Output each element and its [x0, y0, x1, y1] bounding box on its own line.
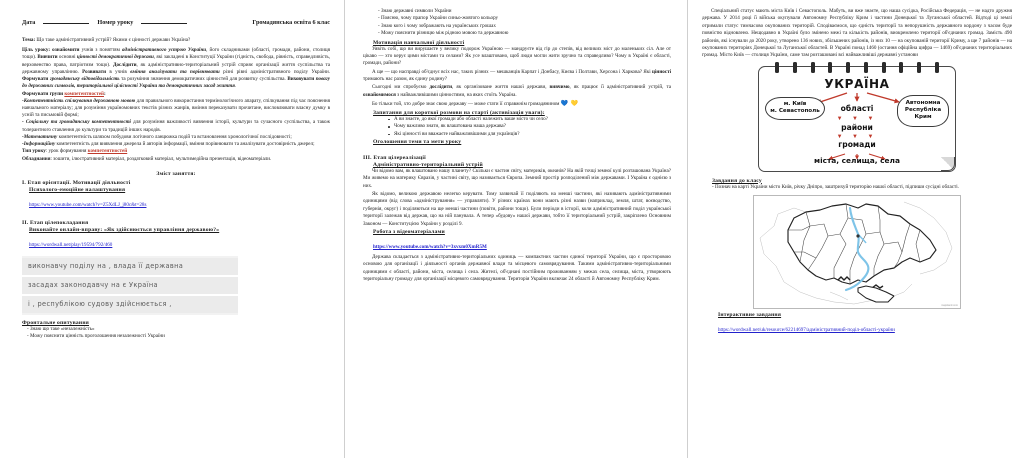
- competence-item: [22, 134, 330, 141]
- interactive-wordwall-link[interactable]: https://wordwall.net/uk/resource/62214697/адміністративний-поділ-області-україни: [718, 326, 895, 333]
- goal-verb-3: Дослідити: [113, 61, 137, 68]
- competence-item-title: -Інформаційну: [22, 141, 56, 148]
- theme-label: Тема:: [22, 37, 36, 43]
- motivation-paragraph-2: [363, 69, 671, 84]
- goal-text-1: учнів з поняттям: [79, 47, 122, 54]
- date-blank[interactable]: [43, 18, 89, 24]
- announce-topic-title: Оголошення теми та мети уроку: [373, 138, 462, 145]
- stage-1-title: І. Етап орієнтації. Мотивації діяльності: [22, 179, 131, 186]
- page-3: [688, 0, 1024, 458]
- class-task-item: - Познач на карті України місто Київ, річку Дніпро, заштрихуй територію нашої області, підпиши сусідні області.: [712, 183, 959, 190]
- course-label: Громадянська освіта 6 клас: [252, 19, 330, 26]
- theme-text: Що таке адміністративний устрій? Якими є цінності держави Україна?: [35, 37, 191, 43]
- stage-3-paragraph-1: Чи відомо вам, як влаштовано нашу планету? Скільки є частин світу, материків, океанів? На якій точці земної кулі розташована Україна? Ми живемо на материку Євразія, у частині світу, що називається Європа. Земний простір розподілений між державами. І Україна є однією з них.: [363, 167, 671, 189]
- word-order-row[interactable]: і , республікою судову здійснюється ,: [22, 296, 238, 313]
- lesson-type-text: : урок формування: [45, 148, 88, 155]
- competence-item-title: -Компетентність спілкування державною мовою: [22, 97, 136, 104]
- frontal-survey-list: [22, 326, 330, 341]
- diagram-node-gromady: громади: [838, 139, 876, 149]
- content-title: Зміст заняття:: [156, 170, 196, 177]
- motivation-p2-bold: цінності: [652, 68, 671, 75]
- goal-verb-6: Виховувати: [287, 76, 315, 83]
- motivation-p2-part-a: А ще — що насправді об'єднує всіх нас, таких різних — мешканців Карпат і Донбасу, Києва і Полтави, Херсона і Харкова? Які: [372, 68, 653, 75]
- goal-text-11: .: [234, 83, 237, 90]
- lesson-number-label: Номер уроку: [97, 19, 134, 26]
- goal-italic-4: громадянську відповідальність: [49, 76, 120, 83]
- starter-questions-title: Запитання для короткої розмови на старті (активізація уваги):: [373, 109, 545, 116]
- lesson-type-label: Тип уроку: [22, 148, 46, 155]
- goal-verb-1: ознайомити: [52, 47, 80, 54]
- word-order-row[interactable]: виконавчу поділу на , влада її державна: [22, 258, 238, 277]
- competence-item-text: для правильного використання термінологічного апарату, спілкування під час пояснення навчального матеріалу; для розуміння україномовних текстів різних жанрів, вміння переказувати прочитане, висловлювати власну думку в усній та письмовій формі;: [22, 97, 330, 119]
- cloud-crimea-line-1: Автономна: [905, 99, 941, 106]
- motivation-p4-text: Бо тільки той, хто добре знає свою державу — може стати її справжнім громадянином: [372, 101, 560, 108]
- goal-text-6: в учнів: [106, 68, 131, 75]
- stage-3-title: ІІІ. Етап цілереалізації: [363, 154, 426, 161]
- competence-item-text: компетентність шляхом побудови логічного ланцюжка подій та встановлення хронологічної послідовності;: [57, 133, 292, 140]
- goal-italic-3: вміння аналізувати та порівнювати: [130, 68, 220, 75]
- goal-text-9: та розуміння значення демократичних цінностей для розвитку суспільства.: [119, 76, 288, 83]
- list-item: Які цінності ви вважаєте найважливішими для українців?: [385, 131, 671, 138]
- competence-colon: :: [103, 90, 106, 97]
- frontal-survey-title: Фронтальне опитування: [22, 319, 90, 326]
- map-credit: mapsland.com: [941, 303, 958, 307]
- goal-text-2: , його складниками (області, громади, райони, столиця тощо).: [22, 47, 330, 61]
- motivation-p3-bold-3: ознайомимося: [363, 91, 396, 98]
- competence-label: Формувати групи: [22, 90, 65, 97]
- page-fold-corner: [941, 157, 955, 171]
- list-item: - Знаю що таке «незалежність»: [27, 325, 95, 332]
- lesson-number-blank[interactable]: [141, 18, 187, 24]
- cloud-kyiv-line-2: м. Севастополь: [770, 108, 820, 115]
- lesson-type-row: [22, 148, 330, 155]
- goal-verb-2: Вивчити: [37, 54, 58, 61]
- stage-3-subtitle: Адміністративно-територіальний устрій: [373, 161, 483, 168]
- competence-item-text: для розуміння важливості вивчення історії, культури та сучасного суспільства, а також толерантного ставлення до культури та традицій інших народів.: [22, 119, 330, 133]
- motivation-p2-part-c: тримають нас разом, як єдину родину?: [363, 76, 448, 82]
- list-item: - Знаю державні символи України: [378, 8, 452, 14]
- goal-text-5: , як адміністративно-територіальний устрій сприяє організації життя суспільства та державному управлінню.: [22, 61, 330, 75]
- goal-paragraph: [22, 47, 330, 90]
- equipment-label: Обладнання: [22, 155, 51, 162]
- notepad-frame: [758, 66, 956, 172]
- list-item: - Знаю кого і чому зображають на українських грошах: [378, 22, 496, 29]
- video-work-title: Робота з відеоматеріалами: [373, 228, 445, 235]
- lesson-type-red: компетентностей: [87, 148, 128, 155]
- cloud-crimea-line-2: Республіка: [904, 107, 942, 114]
- competence-item: [22, 119, 330, 133]
- cloud-kyiv-line-1: м. Київ: [783, 100, 807, 107]
- list-item: - Можу пояснити різницю між рідною мовою та державною: [378, 30, 509, 37]
- list-item: Чому важливо знати, як влаштована наша держава?: [385, 123, 671, 130]
- psych-tuning-youtube-link[interactable]: https://www.youtube.com/watch?v=Z5XdLJ_j80c&t=28s: [29, 201, 147, 208]
- starter-questions-list: [385, 116, 671, 138]
- diagram-title: УКРАЇНА: [824, 76, 890, 91]
- theme-row: [22, 37, 330, 44]
- word-order-exercise[interactable]: [22, 256, 238, 315]
- cloud-crimea-line-3: Крим: [914, 114, 932, 121]
- motivation-paragraph-3: [363, 84, 671, 99]
- equipment-text: : зошити, ілюстративний матеріал, роздатковий матеріал, мультимедійна презентація, відеоматеріали.: [50, 155, 272, 162]
- goal-italic-2: цінності демократичної держави: [76, 54, 154, 61]
- goal-text-4: , які закладені в Конституції України (гідність, свобода, рівність, справедливість, верховенство права, патріотизм тощо).: [22, 54, 330, 68]
- motivation-p3-bold-2: вивчимо: [549, 84, 570, 91]
- page-1: [0, 0, 345, 458]
- admin-structure-diagram: [702, 66, 1012, 172]
- competence-item-title: -Математичну: [22, 133, 58, 140]
- motivation-p3-part-g: з найважливішими цінностями, на яких стоїть Україна.: [395, 91, 517, 98]
- diagram-node-mista: міста, селища, села: [814, 155, 900, 165]
- goal-verb-5: Формувати: [22, 76, 49, 83]
- competence-statements-list: [373, 8, 671, 38]
- competence-label-red: компетентностей: [64, 90, 104, 97]
- diagram-arrow-row-2: ▼ ▼ ▼: [836, 133, 878, 140]
- goal-italic-1: адміністративного устрою України: [121, 47, 207, 54]
- list-item: - Поясню, чому прапор України синьо-жовтого кольору: [378, 15, 499, 22]
- stage-3-paragraph-2: Як відомо, великою державою нелегко керувати. Тому зазвичай її поділяють на менші частини, які називають адміністративними одиницями (від слова «адміністрування» — управляти). У різних країнах вони мають різні назви (наприклад, земля, штат, воєводство, губернія, округ) і поділяються на ще менші частини (повіти, райони тощо). Були періоди в історії, коли адміністративний поділ української території залежав від держав, що на ній панувала. А тепер «будову» нашої держави, тобто її територіальний устрій, закріплено Основним Законом — Конституцією України у розділі 9.: [363, 191, 671, 227]
- list-item: А ви знаєте, до якої громади або області належить ваше місто чи село?: [385, 116, 671, 123]
- competence-item: [22, 98, 330, 120]
- goal-verb-4: Розвивати: [82, 68, 107, 75]
- page-2: [345, 0, 688, 458]
- page3-paragraph-1: Спеціальний статус мають міста Київ і Севастополь. Мабуть, ви вже знаєте, що наша сусідка, Російська Федерація, — не надто дружня держава. У 2014 році її війська окупували Автономну Республіку Крим і частини Донецької та Луганської областей. Відтоді ці землі отримали статус тимчасово окупованих територій. Сподіваємося, що єдність території та непорушність державного кордону з часом буде повністю відновлено. Нещодавно в Україні було змінено межі та кількість районів, виокремлено території об'єднаних громад. Замість 490 районів, які існували до 2020 року, утворено 136 нових, збільшених районів, із них 10 — на окупованій території Криму, а ще 7 районів — на окупованих територіях Донецької та Луганської областей. В Україні понад 1460 (остання офіційна цифра — 1469) об'єднаних територіальних громад. Місто Київ — столиця України, саме там розташовані всі найважливіші державні установи: [702, 8, 1012, 59]
- diagram-arrow-row-1: ▼ ▼ ▼: [836, 115, 878, 122]
- competence-item-text: компетентність для виявлення джерела й авторів інформації, вміння порівнювати та аналізувати достовірність джерел;: [55, 141, 315, 148]
- motivation-p3-part-a: Сьогодні ми спробуємо: [372, 84, 430, 91]
- interactive-task-title: Інтерактивне завдання: [718, 311, 782, 318]
- motivation-paragraph-1: Уявіть собі, що ви вирушаєте у велику подорож Україною — мандруєте від гір до степів, від великих міст до маленьких сіл. Але от цікаво — хто керує цими містами та селами? Як усе влаштовано, щоб люди могли жити зручно та справедливо? Чому в Україні є області, громади, райони?: [363, 45, 671, 67]
- competence-item-title: - Соціальну та громадянську компетентності: [22, 119, 131, 126]
- motivation-title: Мотивація навчальної діяльності: [373, 39, 465, 46]
- wordwall-exercise-link[interactable]: https://wordwall.net/play/19594/792/460: [29, 241, 113, 248]
- stage-3-paragraph-3: Держава складається з адміністративно-територіальних одиниць — компактних частин єдиної території України, що є просторовою основою для організації і діяльності органів державної влади та місцевого самоврядування. Такими адміністративно-територіальними одиницями є області, райони, міста, селища і села. Жителі, об'єднані постійним проживанням у межах села, селища, міста, утворюють територіальну громаду для організації місцевого самоврядування. Територія України включає 24 області й Автономну Республіку Крим.: [363, 253, 671, 283]
- goal-text-3: основні: [57, 54, 77, 61]
- goal-label: Ціль уроку:: [22, 47, 51, 54]
- date-label: Дата: [22, 19, 36, 26]
- motivation-p3-part-c: , як організоване життя нашої держави,: [452, 84, 550, 91]
- ukraine-map: [702, 195, 1012, 309]
- diagram-node-oblasti: області: [840, 103, 874, 113]
- heart-emoji: 💙 💛: [560, 101, 579, 108]
- diagram-node-rayony: райони: [841, 122, 873, 132]
- map-frame: [753, 195, 961, 309]
- document-header: [22, 18, 330, 26]
- stage-2-title: ІІ. Етап цілепокладання: [22, 219, 89, 226]
- goal-text-7: різні рівні адміністративного поділу України.: [219, 68, 331, 75]
- motivation-paragraph-4: [363, 100, 671, 109]
- stage-1-subtitle: Психолого-емоційне налаштування: [29, 186, 126, 193]
- class-task-title: Завдання до класу: [712, 177, 762, 184]
- video-youtube-link[interactable]: https://www.youtube.com/watch?v=3xvxm0XmR5M: [373, 243, 487, 250]
- stage-2-subtitle: Виконайте онлайн-вправу: «Як здійснюється управління державою?»: [29, 226, 220, 233]
- ukraine-map-svg: [754, 196, 960, 308]
- goal-italic-5: повагу до державних символів, територіальної цілісності України та демократичних засад життя: [22, 76, 330, 90]
- list-item: - Можу пояснити цінність проголошення незалежності України: [27, 333, 165, 340]
- competence-heading: [22, 91, 330, 98]
- equipment-row: [22, 156, 330, 163]
- word-order-row[interactable]: засадах законодавчу на є Україна: [22, 277, 238, 296]
- motivation-p3-bold-1: дослідити: [429, 84, 453, 91]
- motivation-p3-part-e: , як працює її адміністративний устрій, та: [569, 84, 671, 91]
